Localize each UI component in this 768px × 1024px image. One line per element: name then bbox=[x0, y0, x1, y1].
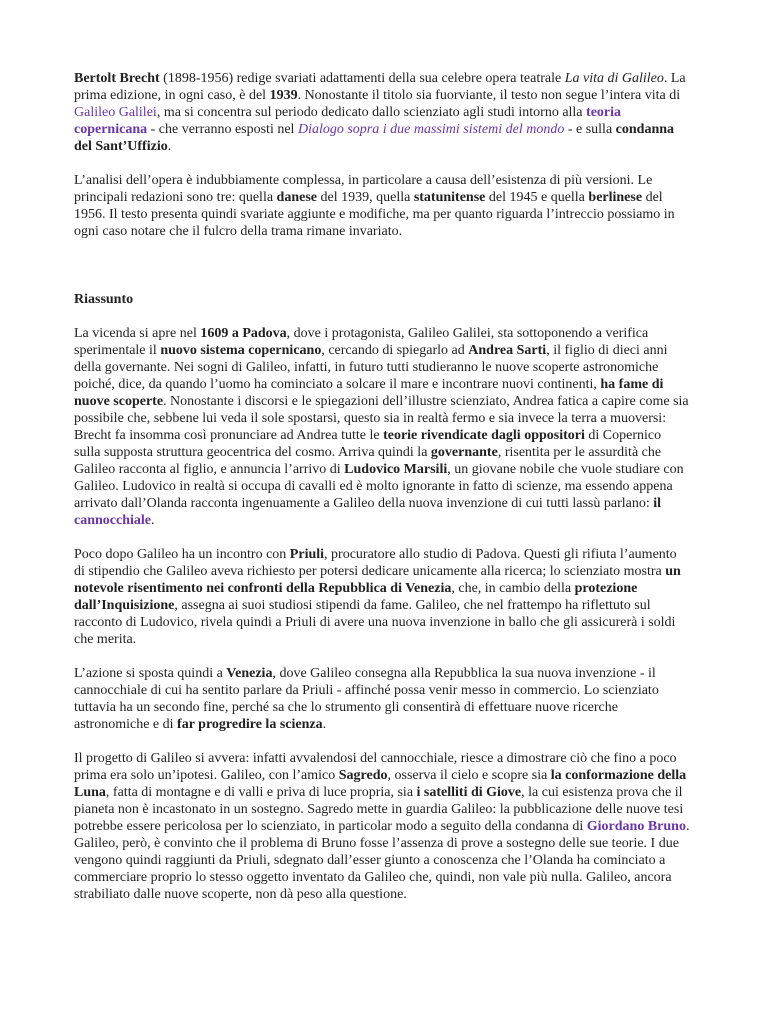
author-name: Bertolt Brecht bbox=[74, 71, 160, 86]
bold-run: Venezia bbox=[226, 666, 273, 681]
bold-run: Ludovico Marsili bbox=[344, 462, 448, 477]
bold-run: i satelliti di Giove bbox=[416, 785, 522, 800]
text-run: , il figlio di dieci anni della governante. Nei sogni di Galileo, infatti, in futuro tutti studieranno le nuove scoperte astronomiche poiché, dice, da quando l’uomo ha cominciato a solcare il mare e incontrare nuovi continenti, bbox=[74, 343, 668, 392]
danese-text: danese bbox=[276, 190, 317, 205]
text-run: , un giovane nobile che vuole studiare con Galileo. Ludovico in realtà si occupa di cavalli ed è molto ignorante in fatto di scienze, ma essendo appena arrivato dall’Olanda racconta ingenuamente a Galileo della nuova invenzione di cui tutti lassù parlano: bbox=[74, 462, 684, 511]
galileo-link[interactable]: Galileo Galilei bbox=[74, 105, 157, 120]
text-run: , risentita per le assurdità che Galileo racconta al figlio, e annuncia l’arrivo di bbox=[74, 445, 662, 477]
intro-paragraph bbox=[74, 70, 690, 155]
summary-paragraph-4 bbox=[74, 750, 690, 903]
text-run: , dove Galileo consegna alla Repubblica la sua nuova invenzione - il cannocchiale di cui ha sentito parlare da Priuli - affinché possa venir messo in commercio. Lo scienziato tuttavia ha un secondo fine, perché sa che lo strumento gli consentirà di effettuare nuove ricerche astronomiche e di bbox=[74, 666, 659, 732]
giordano-bruno-link[interactable]: Giordano Bruno bbox=[586, 819, 686, 834]
text-run: , cercando di spiegarlo ad bbox=[321, 343, 469, 358]
versions-paragraph bbox=[74, 172, 690, 240]
summary-paragraph-1 bbox=[74, 325, 690, 529]
bold-run: teorie rivendicate dagli oppositori bbox=[383, 428, 585, 443]
text-run: L’analisi dell’opera è indubbiamente complessa, in particolare a causa dell’esistenza di più versioni. Le principali redazioni sono tre: quella bbox=[74, 173, 653, 205]
text-run: - e sulla bbox=[564, 122, 616, 137]
text-run: L’azione si sposta quindi a bbox=[74, 666, 227, 681]
text-run: . La prima edizione, in ogni caso, è del bbox=[74, 71, 686, 103]
text-run: (1898-1956) redige svariati adattamenti della sua celebre opera teatrale bbox=[159, 71, 565, 86]
text-run: La vicenda si apre nel bbox=[74, 326, 201, 341]
bold-run: nuovo sistema copernicano bbox=[160, 343, 322, 358]
text-run: . Galileo, però, è convinto che il problema di Bruno fosse l’assenza di prove a sostegno delle sue teorie. I due vengono quindi raggiunti da Priuli, sdegnato dall’esser giunto a conoscenza che l’Olanda ha cominciato a commerciare proprio lo stesso oggetto inventato da Galileo che, quindi, non vale più nulla. Galileo, ancora strabiliato dalle nuove scoperte, non dà peso alla questione. bbox=[74, 819, 690, 902]
bold-run: protezione dall’Inquisizione bbox=[74, 581, 638, 613]
text-run: , la cui esistenza prova che il pianeta non è incastonato in un sostegno. Sagredo mette in guardia Galileo: la pubblicazione delle nuove tesi potrebbe essere pericolosa per lo scienziato, in particolar modo a seguito della condanna di bbox=[74, 785, 684, 834]
text-run: , ma si concentra sul periodo dedicato dallo scienziato agli studi intorno alla bbox=[156, 105, 587, 120]
text-run: , osserva il cielo e scopre sia bbox=[387, 768, 551, 783]
bold-run: un notevole risentimento nei confronti della Repubblica di Venezia bbox=[74, 564, 681, 596]
bold-run: governante bbox=[430, 445, 498, 460]
text-run: , fatta di montagne e di valli e priva di luce propria, sia bbox=[105, 785, 417, 800]
edition-year: 1939 bbox=[269, 88, 298, 103]
text-run: - che verranno esposti nel bbox=[147, 122, 298, 137]
text-run: . Nonostante i discorsi e le spiegazioni dell’illustre scienziato, Andrea fatica a capire come sia possibile che, sebbene lui veda il sole spostarsi, questo sia in realtà fermo e sia invece la terra a muoversi: Brecht fa insomma così pronunciare ad Andrea tutte le bbox=[74, 394, 689, 443]
bold-run: ha fame di nuove scoperte bbox=[74, 377, 664, 409]
text-run: del 1956. Il testo presenta quindi svariate aggiunte e modifiche, ma per quanto riguarda l’intreccio possiamo in ogni caso notare che il fulcro della trama rimane invariato. bbox=[74, 190, 675, 239]
text-run: del 1939, quella bbox=[317, 190, 414, 205]
section-heading bbox=[74, 291, 690, 308]
work-title: La vita di Galileo bbox=[564, 71, 664, 86]
text-run: Poco dopo Galileo ha un incontro con bbox=[74, 547, 290, 562]
bold-run: Andrea Sarti bbox=[468, 343, 547, 358]
text-run: . bbox=[167, 139, 172, 154]
bold-run: il bbox=[653, 496, 662, 511]
text-run: . bbox=[322, 717, 327, 732]
summary-paragraph-2 bbox=[74, 546, 690, 648]
berlinese-text: berlinese bbox=[588, 190, 643, 205]
cannocchiale-link[interactable]: cannocchiale bbox=[74, 513, 151, 528]
dialogo-link[interactable]: Dialogo sopra i due massimi sistemi del mondo bbox=[297, 122, 565, 137]
summary-paragraph-3 bbox=[74, 665, 690, 733]
bold-run: Priuli bbox=[289, 547, 325, 562]
text-run: di Copernico sulla supposta struttura geocentrica del cosmo. Arriva quindi la bbox=[74, 428, 662, 460]
bold-run: la conformazione della Luna bbox=[74, 768, 687, 800]
text-run: , dove i protagonista, Galileo Galilei, sta sottoponendo a verifica sperimentale il bbox=[74, 326, 649, 358]
text-run: del 1945 e quella bbox=[485, 190, 589, 205]
teoria-copernicana-link[interactable]: teoria copernicana bbox=[74, 105, 622, 137]
text-run: Il progetto di Galileo si avvera: infatti avvalendosi del cannocchiale, riesce a dimostrare ciò che fino a poco prima era solo un’ipotesi. Galileo, con l’amico bbox=[74, 751, 677, 783]
heading-text: Riassunto bbox=[74, 292, 134, 307]
bold-run: Sagredo bbox=[338, 768, 388, 783]
text-run: . Nonostante il titolo sia fuorviante, il testo non segue l’intera vita di bbox=[297, 88, 681, 103]
document-page bbox=[74, 70, 690, 903]
condanna-text: condanna del Sant’Uffizio bbox=[74, 122, 675, 154]
bold-run: far progredire la scienza bbox=[177, 717, 323, 732]
text-run: , che, in cambio della bbox=[451, 581, 575, 596]
text-run: . bbox=[151, 513, 155, 528]
text-run: , assegna ai suoi studiosi stipendi da fame. Galileo, che nel frattempo ha riflettuto sul racconto di Ludovico, rivela quindi a Priuli di avere una nuova invenzione in ballo che gli assicurerà i soldi che merita. bbox=[74, 598, 676, 647]
bold-run: 1609 a Padova bbox=[200, 326, 287, 341]
text-run: , procuratore allo studio di Padova. Questi gli rifiuta l’aumento di stipendio che Galileo aveva richiesto per potersi dedicare unicamente alla ricerca; lo scienziato mostra bbox=[74, 547, 677, 579]
statunitense-text: statunitense bbox=[413, 190, 486, 205]
